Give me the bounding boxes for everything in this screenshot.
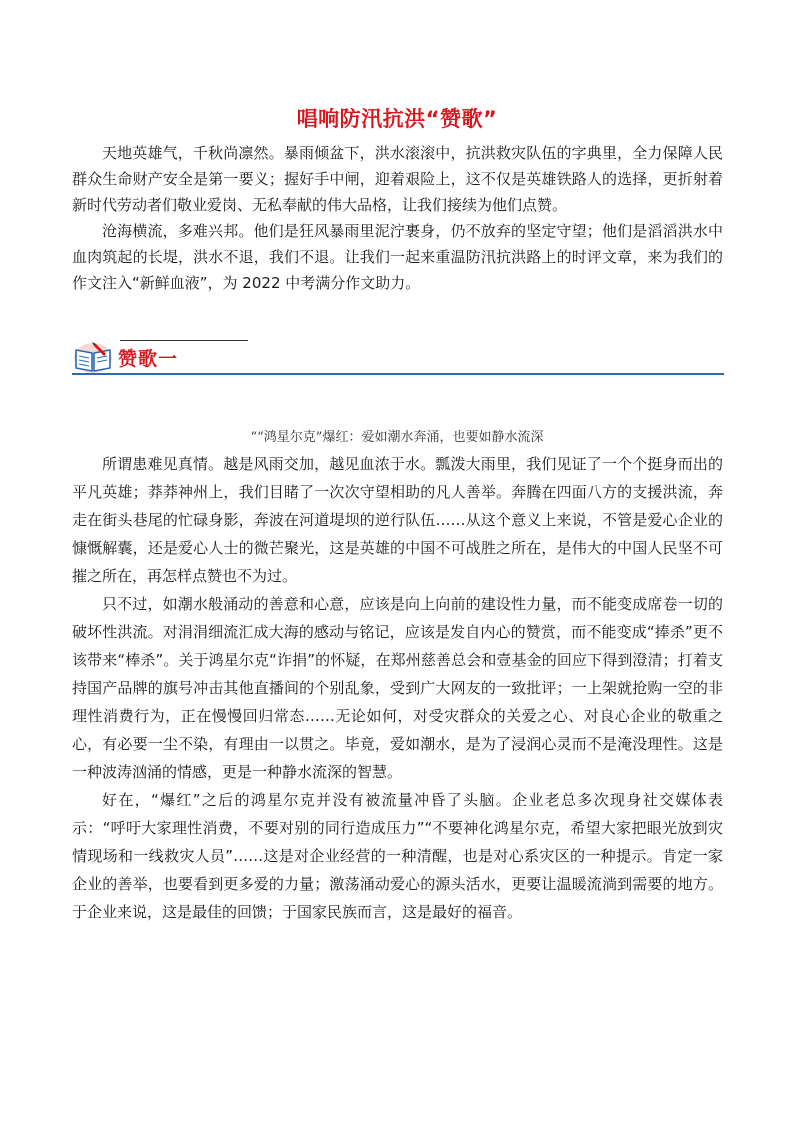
article-subtitle: ““鸿星尔克”爆红：爱如潮水奔涌，也要如静水流深: [250, 430, 544, 445]
open-book-icon: [72, 340, 114, 374]
article-paragraph: 只不过，如潮水般涌动的善意和心意，应该是向上向前的建设性力量，而不能变成席卷一切的破坏性洪流。对涓涓细流汇成大海的感动与铭记，应该是发自内心的赞赏，而不能变成“捧杀”更不该带来“棒杀”。关于鸿星尔克“诈捐”的怀疑，在郑州慈善总会和壹基金的回应下得到澄清；打着支持国产品牌的旗号冲击其他直播间的个别乱象，受到广大网友的一致批评；一上架就抢购一空的非理性消费行为，正在慢慢回归常态……无论如何，对受灾群众的关爱之心、对良心企业的敬重之心，有必要一尘不染，有理由一以贯之。毕竟，爱如潮水，是为了浸润心灵而不是淹没理性。这是一种波涛汹涌的情感，更是一种静水流深的智慧。: [72, 595, 723, 781]
section-label: 赞歌一: [118, 348, 179, 370]
article-body: [72, 450, 723, 926]
intro-paragraph: 天地英雄气，千秋尚凛然。暴雨倾盆下，洪水滚滚中，抗洪救灾队伍的字典里，全力保障人民群众生命财产安全是第一要义；握好手中闸，迎着艰险上，这不仅是英雄铁路人的选择，更折射着新时代劳动者们敬业爱岗、无私奉献的伟大品格，让我们接续为他们点赞。: [72, 144, 723, 214]
section-bottom-divider: [72, 373, 724, 375]
article-paragraph: 好在，“爆红”之后的鸿星尔克并没有被流量冲昏了头脑。企业老总多次现身社交媒体表示：“呼吁大家理性消费，不要对别的同行造成压力”“不要神化鸿星尔克，希望大家把眼光放到灾情现场和一线救灾人员”……这是对企业经营的一种清醒，也是对心系灾区的一种提示。肯定一家企业的善举，也要看到更多爱的力量；激荡涌动爱心的源头活水，更要让温暖流淌到需要的地方。于企业来说，这是最佳的回馈；于国家民族而言，这是最好的福音。: [72, 791, 723, 921]
intro-section: [72, 140, 723, 296]
section-header: [72, 336, 724, 378]
intro-paragraph: 沧海横流，多难兴邦。他们是狂风暴雨里泥泞裹身，仍不放弃的坚定守望；他们是滔滔洪水中血肉筑起的长堤，洪水不退，我们不退。让我们一起来重温防汛抗洪路上的时评文章，来为我们的作文注入“新鲜血液”，为 2022 中考满分作文助力。: [72, 222, 723, 292]
document-title: 唱响防汛抗洪“赞歌”: [296, 107, 498, 131]
section-top-divider: [120, 340, 248, 341]
article-paragraph: 所谓患难见真情。越是风雨交加，越见血浓于水。瓢泼大雨里，我们见证了一个个挺身而出的平凡英雄；莽莽神州上，我们目睹了一次次守望相助的凡人善举。奔腾在四面八方的支援洪流，奔走在街头巷尾的忙碌身影，奔波在河道堤坝的逆行队伍……从这个意义上来说，不管是爱心企业的慷慨解囊，还是爱心人士的微芒聚光，这是英雄的中国不可战胜之所在，是伟大的中国人民坚不可摧之所在，再怎样点赞也不为过。: [72, 455, 723, 585]
